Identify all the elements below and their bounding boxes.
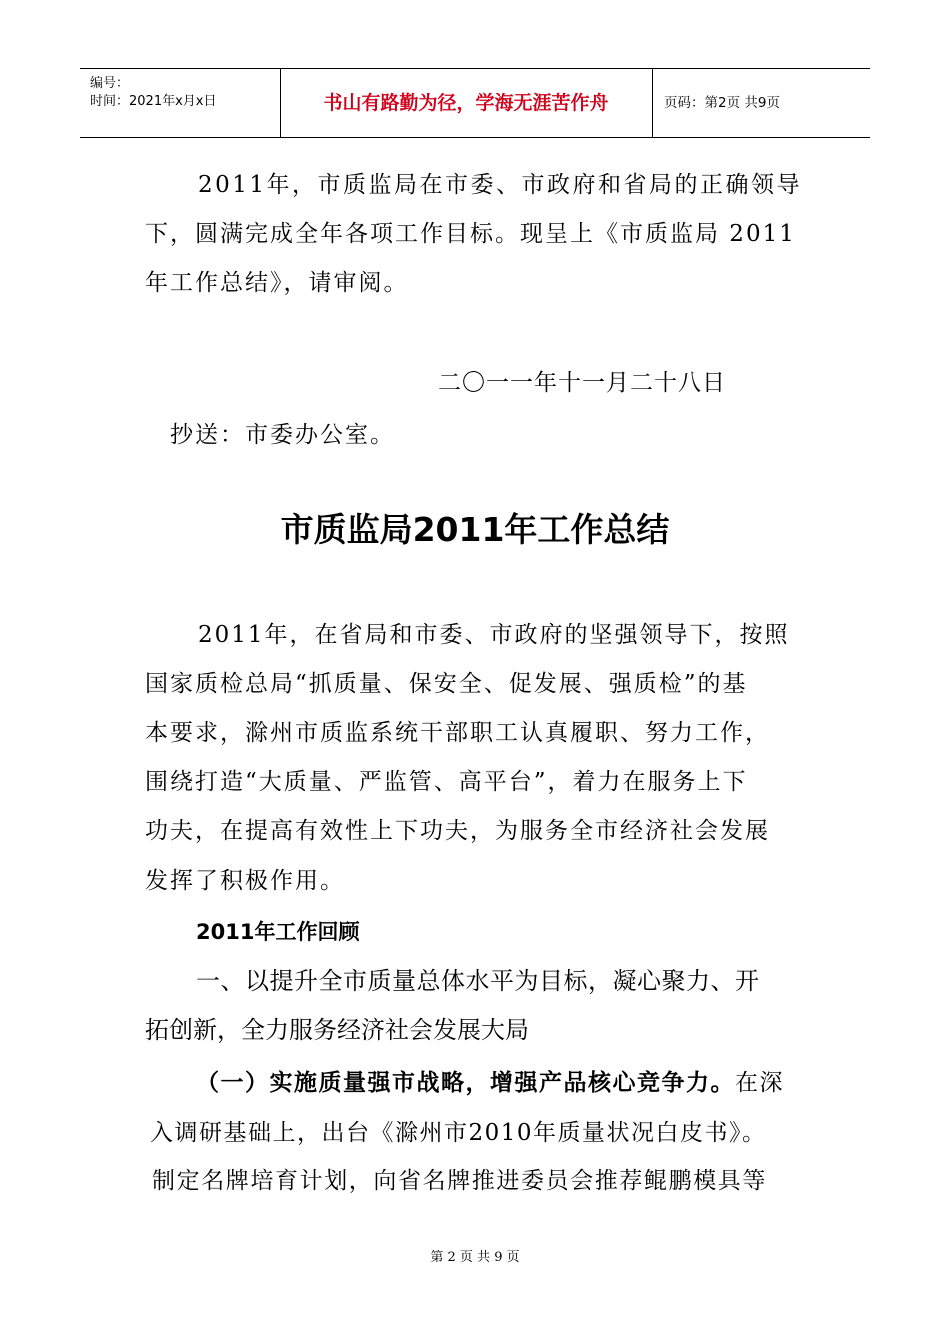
intro-line-3: 本要求，滁州市质监系统干部职工认真履职、努力工作， [145, 720, 770, 746]
subsection-1-line-2: 入调研基础上，出台《滁州市2010年质量状况白皮书》。 [150, 1120, 767, 1146]
number-label: 编号： [90, 76, 130, 91]
subsection-1-text-start: 在深 [735, 1070, 784, 1096]
subsection-1-line-3: 制定名牌培育计划，向省名牌推进委员会推荐鲲鹏模具等 [152, 1168, 767, 1194]
page-header [80, 68, 870, 138]
cover-line-2: 下，圆满完成全年各项工作目标。现呈上《市质监局 2011 [145, 221, 796, 247]
time-label: 时间：2021年x月x日 [90, 94, 217, 109]
section-1-line-2: 拓创新，全力服务经济社会发展大局 [145, 1016, 529, 1044]
subsection-1-heading: （一）实施质量强市战略，增强产品核心竞争力。 [196, 1069, 735, 1096]
intro-line-4: 围绕打造“大质量、严监管、高平台”，着力在服务上下 [145, 769, 748, 795]
intro-line-2: 国家质检总局“抓质量、保安全、促发展、强质检”的基 [145, 671, 748, 697]
page-footer: 第 2 页 共 9 页 [430, 1250, 520, 1265]
report-title: 市质监局2011年工作总结 [280, 510, 670, 549]
cover-line-3: 年工作总结》，请审阅。 [145, 270, 409, 296]
subsection-1-line-1 [196, 1068, 784, 1098]
header-divider [652, 69, 653, 137]
cover-cc: 抄送：市委办公室。 [170, 422, 395, 448]
header-page-info: 页码：第2页 共9页 [664, 95, 780, 111]
cover-date: 二〇一一年十一月二十八日 [438, 370, 726, 396]
cover-line-1: 2011年，市质监局在市委、市政府和省局的正确领导 [198, 172, 803, 198]
review-heading: 2011年工作回顾 [196, 920, 360, 944]
header-motto: 书山有路勤为径，学海无涯苦作舟 [323, 92, 609, 114]
intro-line-1: 2011年，在省局和市委、市政府的坚强领导下，按照 [198, 622, 790, 648]
header-meta [90, 75, 216, 111]
intro-line-5: 功夫，在提高有效性上下功夫，为服务全市经济社会发展 [145, 818, 770, 844]
section-1-line-1: 一、以提升全市质量总体水平为目标，凝心聚力、开 [196, 967, 760, 995]
intro-line-6: 发挥了积极作用。 [145, 868, 345, 894]
